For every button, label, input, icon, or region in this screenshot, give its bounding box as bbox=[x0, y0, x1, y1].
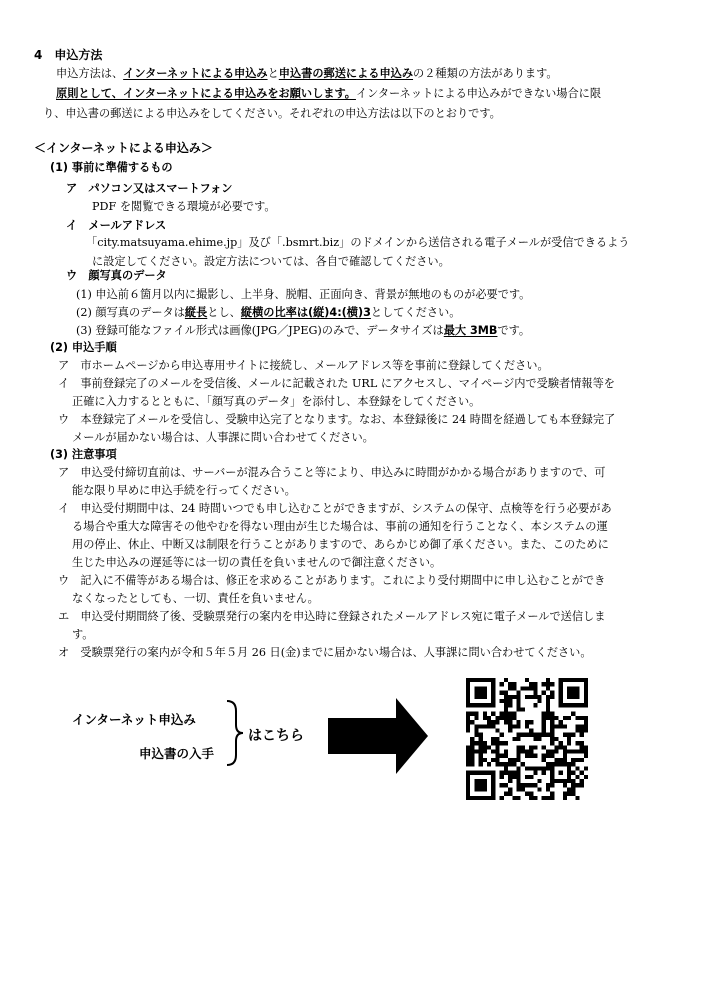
qr-code-icon[interactable] bbox=[466, 678, 588, 800]
prep-u2-b2: 縦横の比率は(縦)4:(横)3 bbox=[240, 306, 371, 319]
prep-a-label: ア パソコン又はスマートフォン bbox=[66, 182, 233, 195]
intro-line bbox=[56, 66, 558, 82]
procedure-heading: (2) 申込手順 bbox=[50, 341, 117, 354]
procedure-u1: ウ 本登録完了メールを受信し、受験申込完了となります。なお、本登録後に 24 時間を経過しても本登録完了 bbox=[58, 413, 616, 426]
notes-e2: す。 bbox=[72, 628, 94, 641]
flow-internet-label: インターネット申込み bbox=[72, 712, 196, 727]
notes-u1: ウ 記入に不備等がある場合は、修正を求めることがあります。これにより受付期間中に申し込むことができ bbox=[58, 574, 606, 587]
notes-a1: ア 申込受付締切直前は、サーバーが混み合うこと等により、申込みに時間がかかる場合がありますので、可 bbox=[58, 466, 606, 479]
notes-i4: 生じた申込みの遅延等には一切の責任を負いませんので御注意ください。 bbox=[72, 556, 442, 569]
prep-u2-pre: (2) 顔写真のデータは bbox=[76, 306, 185, 319]
prep-i-text1: 「city.matsuyama.ehime.jp」及び「.bsmrt.biz」のドメインから送信される電子メールが受信できるよう bbox=[86, 236, 630, 249]
prep-u-label: ウ 顔写真のデータ bbox=[66, 269, 167, 282]
procedure-i2: 正確に入力するとともに、「顔写真のデータ」を添付し、本登録をしてください。 bbox=[72, 395, 481, 408]
prep-i-text2: に設定してください。設定方法については、各自で確認してください。 bbox=[92, 255, 450, 268]
principle-rest: インターネットによる申込みができない場合に限 bbox=[355, 87, 602, 100]
notes-u2: なくなったとしても、一切、責任を負いません。 bbox=[72, 592, 319, 605]
prep-heading: (1) 事前に準備するもの bbox=[50, 161, 173, 174]
intro-pre: 申込方法は、 bbox=[56, 67, 124, 80]
notes-e1: エ 申込受付期間終了後、受験票発行の案内を申込時に登録されたメールアドレス宛に電子メールで送信しま bbox=[58, 610, 606, 623]
notes-i1: イ 申込受付期間中は、24 時間いつでも申し込むことができますが、システムの保守、点検等を行う必要があ bbox=[58, 502, 612, 515]
principle-line bbox=[56, 86, 601, 102]
prep-u2-post: としてください。 bbox=[370, 306, 461, 319]
prep-u3-b: 最大 3MB bbox=[443, 324, 498, 337]
internet-heading: ＜インターネットによる申込み＞ bbox=[34, 141, 213, 155]
prep-u1: (1) 申込前６箇月以内に撮影し、上半身、脱帽、正面向き、背景が無地のものが必要です。 bbox=[76, 288, 531, 301]
notes-heading: (3) 注意事項 bbox=[50, 448, 117, 461]
notes-i3: 用の停止、休止、中断又は制限を行うことがありますので、あらかじめ御了承ください。また、このために bbox=[72, 538, 609, 551]
intro-mid: と bbox=[267, 67, 279, 80]
notes-i2: る場合や重大な障害その他やむを得ない理由が生じた場合は、事前の通知を行うことなく、本システムの運 bbox=[72, 520, 608, 533]
prep-u2 bbox=[76, 305, 460, 321]
principle-text: 原則として、インターネットによる申込みをお願いします。 bbox=[56, 87, 356, 100]
intro-mail-text: 申込書の郵送による申込み bbox=[278, 67, 414, 80]
prep-u3-pre: (3) 登録可能なファイル形式は画像(JPG／JPEG)のみで、データサイズは bbox=[76, 324, 444, 337]
flow-application-label: 申込書の入手 bbox=[139, 746, 215, 761]
notes-a2: 能な限り早めに申込手続を行ってください。 bbox=[72, 484, 296, 497]
prep-i-label: イ メールアドレス bbox=[66, 219, 167, 232]
flow-target-label: はこちら bbox=[248, 728, 304, 744]
notes-o1: オ 受験票発行の案内が令和５年５月 26 日(金)までに届かない場合は、人事課に問い合わせてください。 bbox=[58, 646, 592, 659]
procedure-u2: メールが届かない場合は、人事課に問い合わせてください。 bbox=[72, 431, 374, 444]
intro-post: の２種類の方法があります。 bbox=[413, 67, 558, 80]
prep-u2-mid: とし、 bbox=[207, 306, 241, 319]
right-arrow-icon bbox=[328, 698, 428, 774]
prep-a-text: PDF を閲覧できる環境が必要です。 bbox=[92, 200, 276, 213]
prep-u3-post: です。 bbox=[497, 324, 531, 337]
prep-u2-b1: 縦長 bbox=[184, 306, 208, 319]
principle-line2: り、申込書の郵送による申込みをしてください。それぞれの申込方法は以下のとおりです。 bbox=[43, 107, 501, 120]
section-heading: 4 申込方法 bbox=[34, 48, 103, 62]
procedure-a1: ア 市ホームページから申込専用サイトに接続し、メールアドレス等を事前に登録してください。 bbox=[58, 359, 549, 372]
intro-internet-link-text: インターネットによる申込み bbox=[123, 67, 268, 80]
prep-u3 bbox=[76, 323, 530, 339]
right-brace-icon bbox=[224, 699, 246, 767]
procedure-i1: イ 事前登録完了のメールを受信後、メールに記載された URL にアクセスし、マイページ内で受験者情報等を bbox=[58, 377, 615, 390]
